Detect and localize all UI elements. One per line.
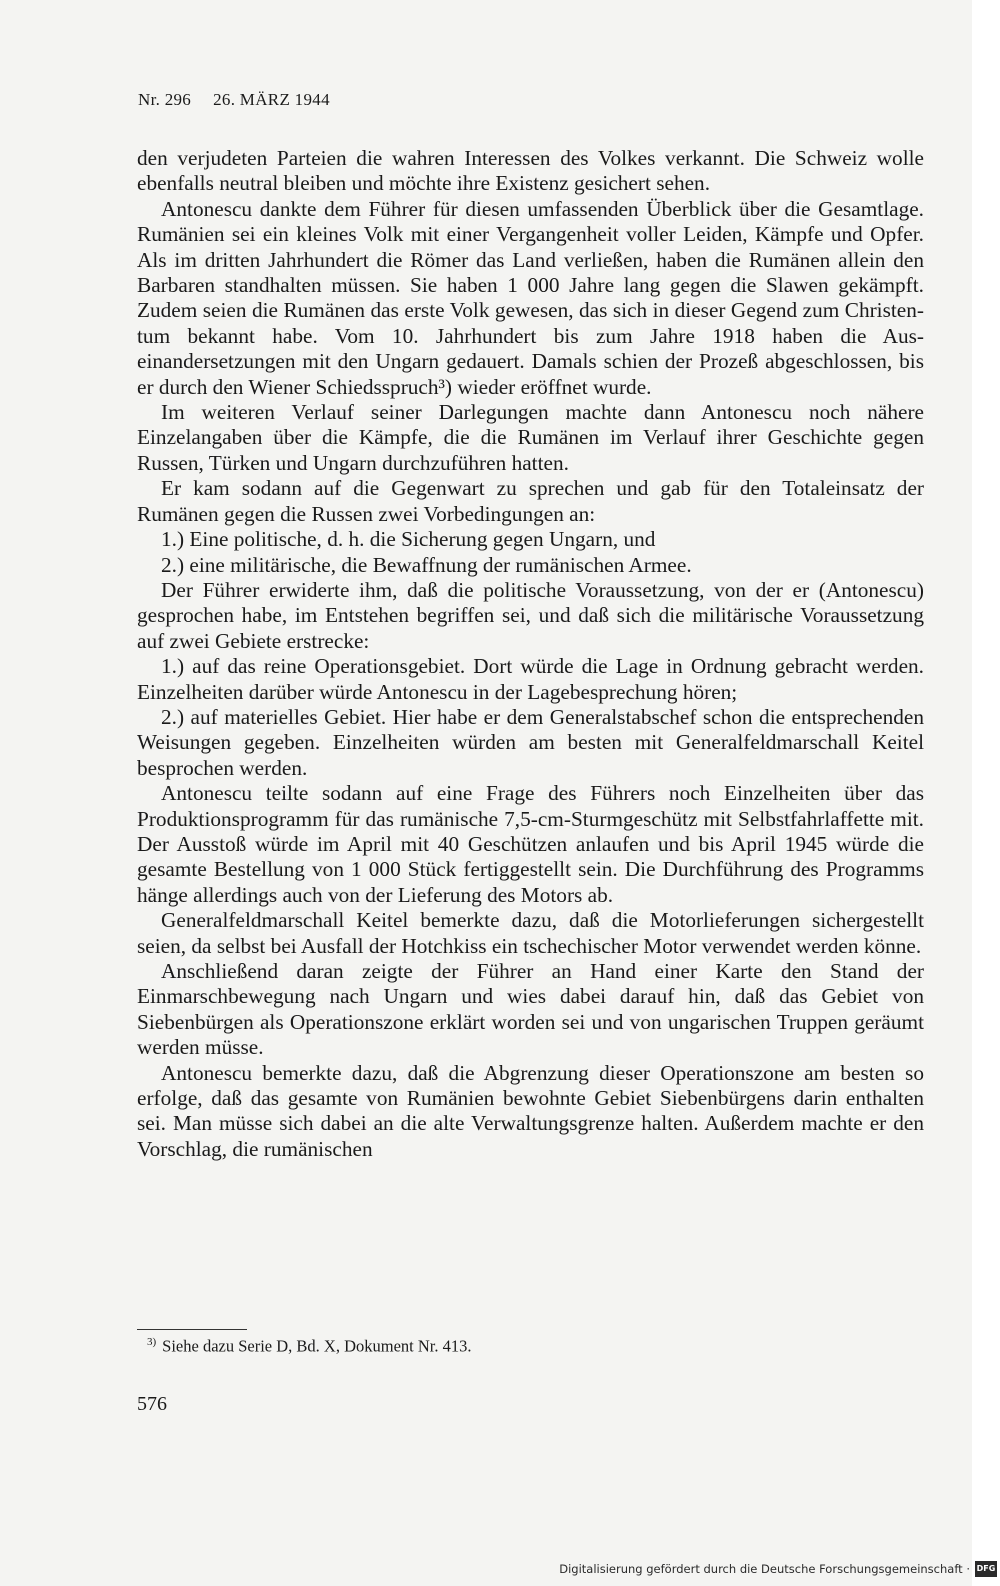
paragraph: Generalfeldmarschall Keitel bemerkte dazu, daß die Motorlieferungen sichergestellt seien, da selbst bei Ausfall der Hotchkiss ein tschechischer Motor verwendet werden könne. [137,908,924,958]
list-item: 1.) auf das reine Operationsgebiet. Dort würde die Lage in Ordnung gebracht werden. Einzelheiten darüber würde Antonescu in der Lagebesprechung hören; [137,654,924,704]
footnote-text: Siehe dazu Serie D, Bd. X, Dokument Nr. 413. [162,1336,472,1356]
list-item: 1.) Eine politische, d. h. die Sicherung gegen Ungarn, und [161,527,656,552]
scan-margin [972,0,1000,1586]
list-item: 2.) auf materielles Gebiet. Hier habe er dem Generalstabschef schon die entsprechenden Weisungen gegeben. Einzelheiten würden am besten mit Generalfeldmarschall Keitel besprochen werden. [137,704,924,780]
running-head [138,90,330,110]
body-text [137,146,924,1162]
paragraph: Antonescu bemerkte dazu, daß die Abgrenzung dieser Operationszone am besten so erfolge, daß das gesamte von Rumänien bewohnte Gebiet Siebenbürgens darin enthalten sei. Man müsse sich dabei an die alte Verwaltungsgrenze halten. Außerdem machte er den Vorschlag, die rumänischen [137,1060,924,1161]
paragraph: Er kam sodann auf die Gegenwart zu sprechen und gab für den Totaleinsatz der Rumänen gegen die Russen zwei Vorbedingungen an: [137,476,924,526]
paragraph: den verjudeten Parteien die wahren Interessen des Volkes verkannt. Die Schweiz wolle ebenfalls neutral bleiben und möchte ihre Existenz gesichert sehen. [137,146,924,196]
paragraph: Im weiteren Verlauf seiner Darlegungen machte dann Antonescu noch nähere Einzelangaben über die Kämpfe, die die Rumänen im Verlauf ihrer Geschichte gegen Russen, Türken und Ungarn durchzuführen hatten. [137,400,924,475]
list-item: 2.) eine militärische, die Bewaffnung der rumänischen Armee. [161,552,692,577]
paragraph: Der Führer erwiderte ihm, daß die politische Voraussetzung, von der er (Antonescu) gesprochen habe, im Entstehen begriffen sei, und daß sich die militärische Voraussetzung auf zwei Gebiete erstrecke: [137,577,924,653]
footnote-mark: 3) [147,1336,157,1348]
footnote-divider [137,1329,247,1330]
paragraph: Antonescu teilte sodann auf eine Frage des Führers noch Einzelheiten über das Produktionsprogramm für das rumänische 7,5-cm-Sturmgeschütz mit Selbstfahrlaffette mit. Der Ausstoß würde im April mit 40 Geschützen anlaufen und bis April 1945 würde die gesamte Bestellung von 1 000 Stück fertiggestellt sein. Die Durchführung des Programms hänge allerdings auch von der Lieferung des Motors ab. [137,781,924,907]
paragraph: Antonescu dankte dem Führer für diesen umfassenden Überblick über die Gesamtlage. Rumänien sei ein kleines Volk mit einer Vergangenheit voller Leiden, Kämpfe und Opfer. Als im dritten Jahrhundert die Römer das Land verließen, haben die Rumänen allein den Barbaren standhalten müssen. Sie haben 1 000 Jahre lang gegen die Slawen gekämpft. Zudem seien die Rumänen das erste Volk gewesen, das sich in dieser Gegend zum Christentum bekannt habe. Vom 10. Jahrhundert bis zum Jahre 1918 haben die Auseinandersetzungen mit den Ungarn gedauert. Damals schien der Prozeß abgeschlossen, bis er durch den Wiener Schiedsspruch³) wieder eröffnet wurde. [137,196,924,399]
document-number: Nr. 296 [138,90,192,109]
footnote [147,1336,472,1357]
dfg-logo: DFG [975,1561,997,1577]
paragraph: Anschließend daran zeigte der Führer an Hand einer Karte den Stand der Einmarschbewegung nach Ungarn und wies dabei darauf hin, daß das Gebiet von Siebenbürgen als Operationszone erklärt worden sei und von ungarischen Truppen geräumt werden müsse. [137,959,924,1060]
page-number: 576 [137,1393,167,1415]
funding-note: Digitalisierung gefördert durch die Deutsche Forschungsgemeinschaft · [559,1562,970,1576]
document-date: 26. MÄRZ 1944 [213,90,330,109]
